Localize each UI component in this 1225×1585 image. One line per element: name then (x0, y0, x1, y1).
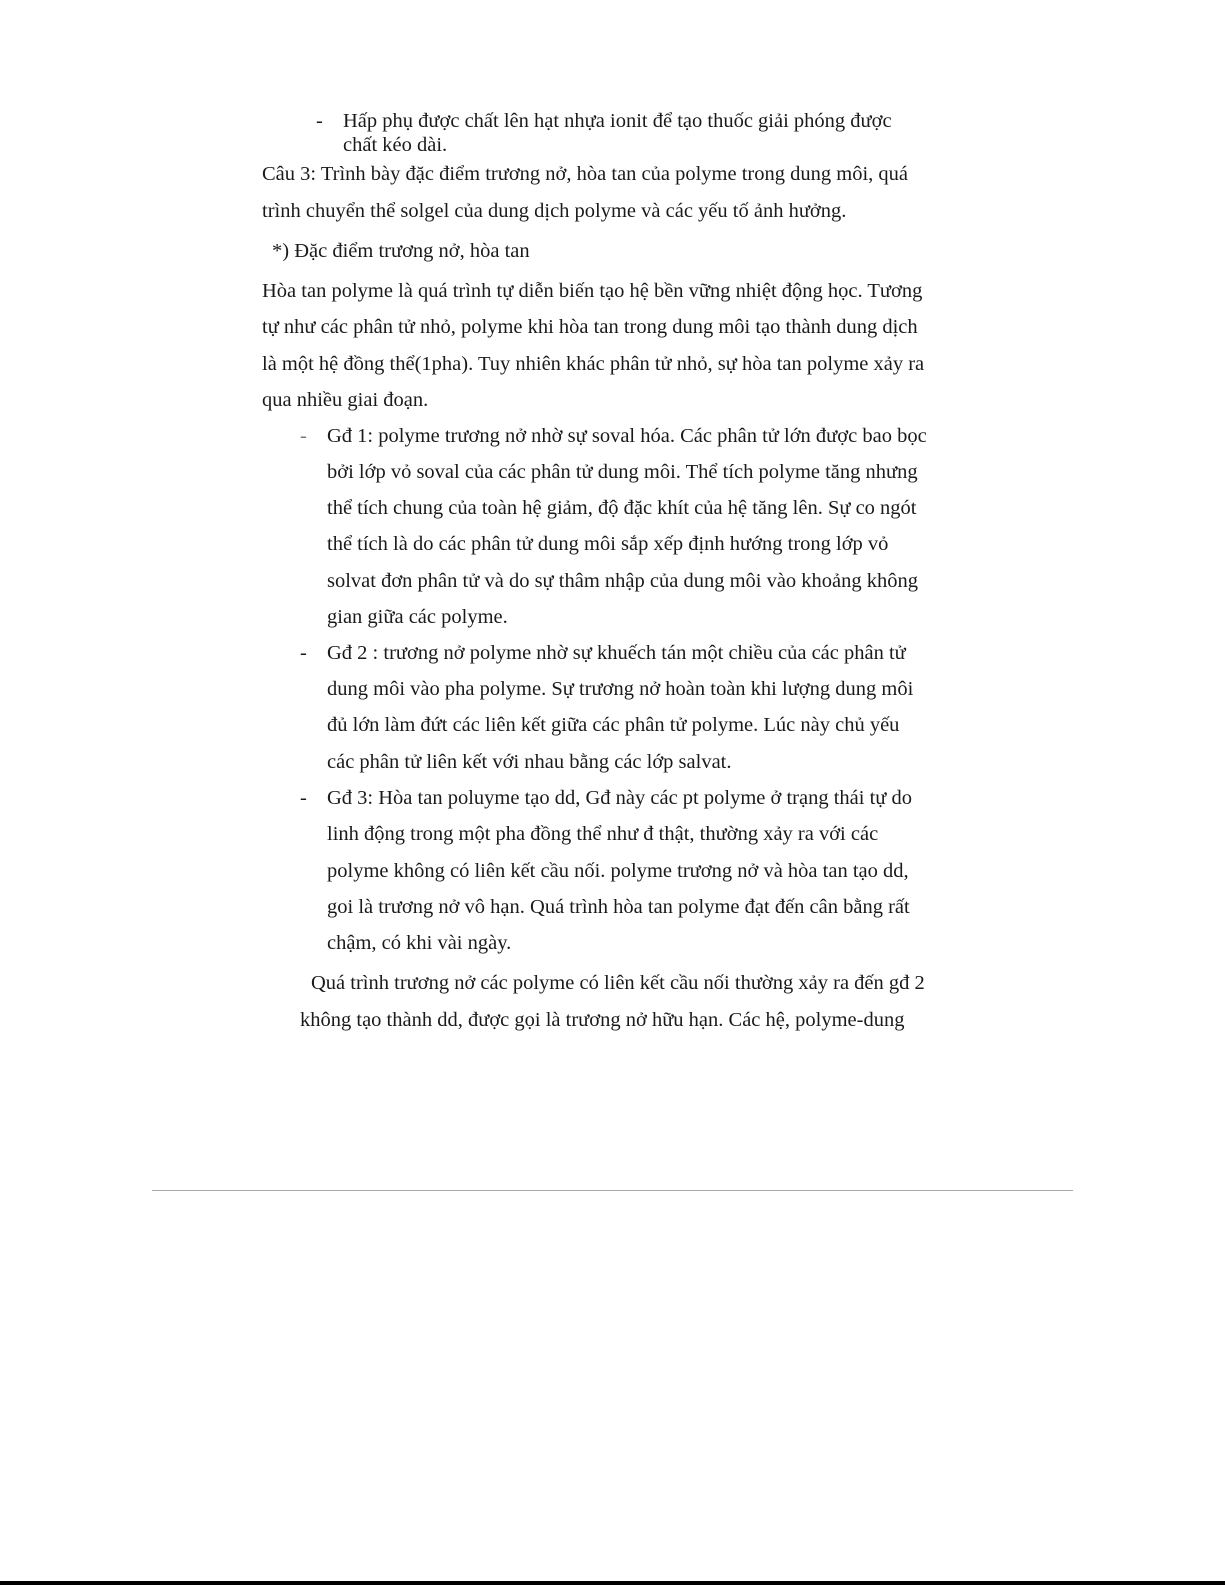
text-line: Hấp phụ được chất lên hạt nhựa ionit để tạo thuốc giải phóng được (343, 110, 892, 132)
paragraph-line: không tạo thành dd, được gọi là trương nở hữu hạn. Các hệ, polyme-dung (300, 1009, 905, 1031)
stage-line: dung môi vào pha polyme. Sự trương nở hoàn toàn khi lượng dung môi (327, 678, 914, 700)
paragraph-line: Hòa tan polyme là quá trình tự diễn biến tạo hệ bền vững nhiệt động học. Tương (262, 280, 923, 302)
bottom-edge (0, 1581, 1225, 1585)
bullet-dash: - (300, 787, 307, 809)
question-line: trình chuyển thể solgel của dung dịch polyme và các yếu tố ảnh hưởng. (262, 200, 847, 222)
paragraph-line: là một hệ đồng thể(1pha). Tuy nhiên khác phân tử nhỏ, sự hòa tan polyme xảy ra (262, 353, 925, 375)
stage-line: solvat đơn phân tử và do sự thâm nhập của dung môi vào khoảng không (327, 570, 919, 592)
paragraph-line: tự như các phân tử nhỏ, polyme khi hòa tan trong dung môi tạo thành dung dịch (262, 316, 918, 338)
stage-line: Gđ 1: polyme trương nở nhờ sự soval hóa. Các phân tử lớn được bao bọc (327, 425, 927, 447)
stage-line: thể tích là do các phân tử dung môi sắp xếp định hướng trong lớp vỏ (327, 533, 889, 555)
bullet-dash: - (300, 642, 307, 664)
stage-line: thể tích chung của toàn hệ giảm, độ đặc khít của hệ tăng lên. Sự co ngót (327, 497, 917, 519)
stage-line: Gđ 2 : trương nở polyme nhờ sự khuếch tán một chiều của các phân tử (327, 642, 906, 664)
stage-line: gian giữa các polyme. (327, 606, 508, 628)
stage-line: goi là trương nở vô hạn. Quá trình hòa tan polyme đạt đến cân bằng rất (327, 896, 910, 918)
stage-line: chậm, có khi vài ngày. (327, 932, 512, 954)
page-divider (152, 1190, 1073, 1191)
stage-line: Gđ 3: Hòa tan poluyme tạo dd, Gđ này các pt polyme ở trạng thái tự do (327, 787, 913, 809)
section-heading: *) Đặc điểm trương nở, hòa tan (272, 240, 530, 262)
stage-line: đủ lớn làm đứt các liên kết giữa các phân tử polyme. Lúc này chủ yếu (327, 714, 900, 736)
stage-line: bởi lớp vỏ soval của các phân tử dung môi. Thể tích polyme tăng nhưng (327, 461, 918, 483)
paragraph-line: Quá trình trương nở các polyme có liên kết cầu nối thường xảy ra đến gđ 2 (311, 972, 925, 994)
paragraph-line: qua nhiều giai đoạn. (262, 389, 429, 411)
question-line: Câu 3: Trình bày đặc điểm trương nở, hòa tan của polyme trong dung môi, quá (262, 163, 908, 185)
stage-line: các phân tử liên kết với nhau bằng các lớp salvat. (327, 751, 732, 773)
bullet-dash: - (300, 425, 307, 447)
stage-line: polyme không có liên kết cầu nối. polyme trương nở và hòa tan tạo dd, (327, 860, 909, 882)
bullet-dash: - (316, 110, 323, 132)
stage-line: linh động trong một pha đồng thể như đ thật, thường xảy ra với các (327, 823, 879, 845)
text-line: chất kéo dài. (343, 134, 448, 156)
